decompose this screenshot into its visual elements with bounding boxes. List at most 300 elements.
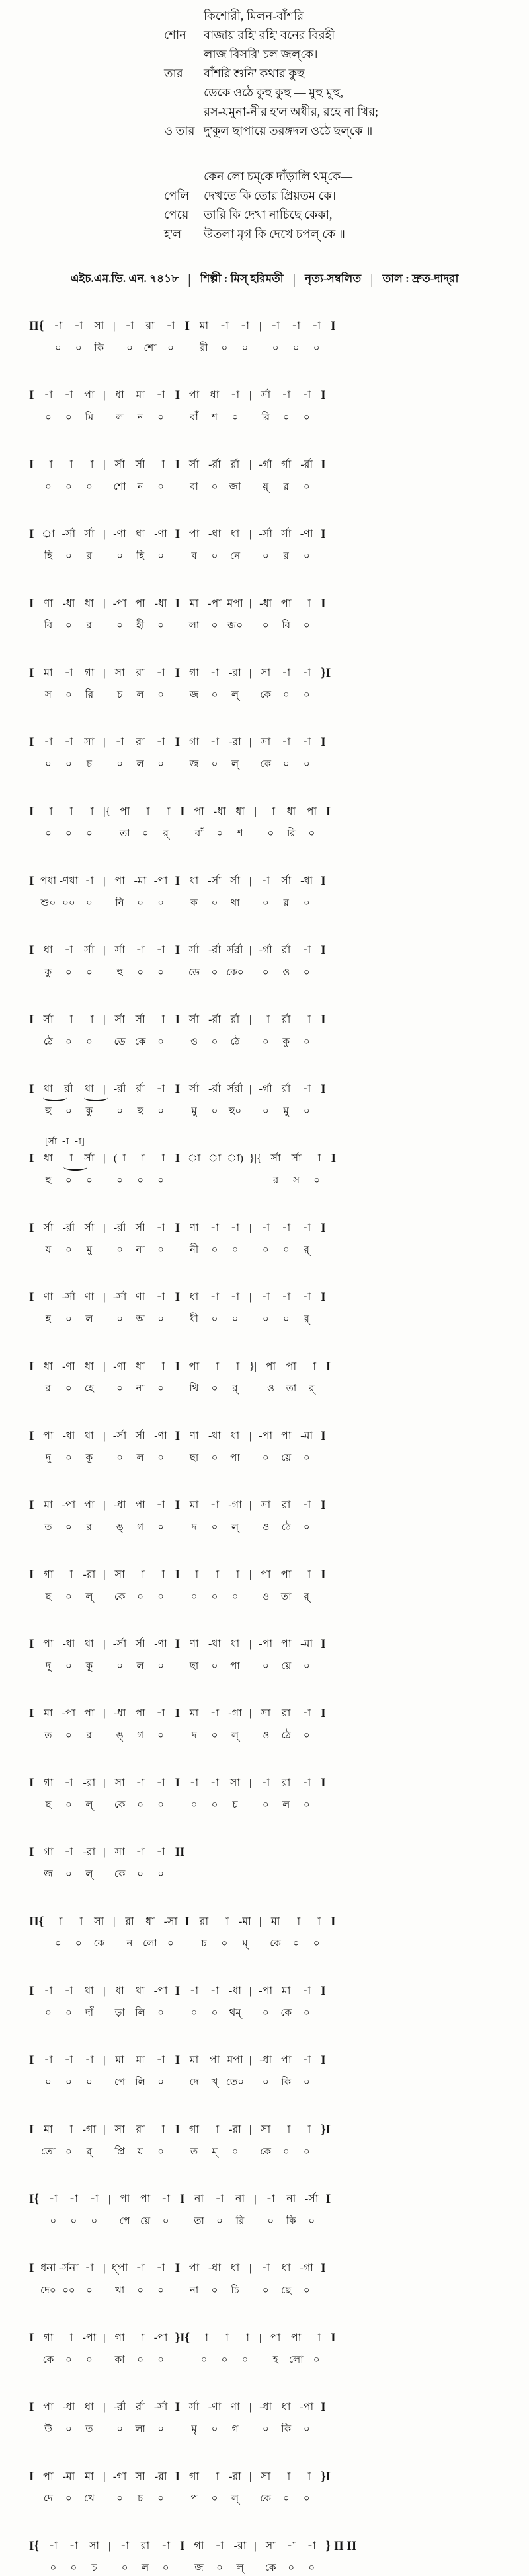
lyric-syllable: ০ bbox=[313, 1938, 320, 1949]
notation-line bbox=[25, 1360, 529, 1397]
note-syllable: ধা bbox=[44, 1361, 53, 1372]
beat bbox=[84, 2539, 104, 2574]
barline-open: I bbox=[29, 2470, 34, 2484]
beat bbox=[302, 2192, 322, 2227]
barline-open: I bbox=[29, 1360, 34, 1374]
note-syllable: -া bbox=[210, 1222, 220, 1233]
beat bbox=[38, 1360, 58, 1395]
lyric-syllable: ০ bbox=[65, 412, 72, 423]
lyric-syllable: য়্ bbox=[263, 482, 269, 492]
note-syllable: -গা bbox=[82, 2124, 97, 2135]
lyric-syllable: ০ bbox=[157, 1175, 164, 1186]
lyric-syllable: ০ bbox=[267, 2216, 274, 2226]
beat bbox=[79, 1360, 99, 1395]
beat bbox=[296, 2400, 317, 2435]
lyric-line-label: পেয়ে bbox=[164, 208, 189, 221]
notation-row bbox=[25, 666, 529, 701]
lyric-syllable: ০ bbox=[45, 412, 52, 423]
note-syllable: -া bbox=[312, 1916, 321, 1927]
notation-row bbox=[25, 1013, 529, 1048]
lyric-line bbox=[164, 7, 529, 26]
barline-close: }I bbox=[321, 2123, 331, 2137]
note-syllable: -া bbox=[85, 875, 94, 887]
note-syllable: রা bbox=[281, 1708, 291, 1719]
note-syllable: গা bbox=[188, 667, 200, 679]
note-syllable: -া bbox=[302, 2124, 311, 2135]
beat bbox=[130, 1360, 151, 1395]
beat bbox=[225, 1776, 245, 1811]
note-syllable: -ধা bbox=[213, 806, 226, 817]
note-syllable: -া bbox=[266, 2193, 275, 2205]
note-syllable: -া bbox=[210, 1708, 220, 1719]
beat bbox=[204, 2123, 225, 2158]
lyric-syllable: খে bbox=[83, 2493, 95, 2504]
lyric-syllable: বাঁ bbox=[190, 412, 198, 423]
note-syllable: পা bbox=[280, 1569, 292, 1580]
record-info-part: শিল্পী : মিস্ হরিমতী bbox=[200, 272, 284, 285]
lyric-syllable: ০ bbox=[65, 828, 72, 839]
beat bbox=[151, 458, 171, 493]
beat bbox=[151, 735, 171, 770]
beat bbox=[58, 2470, 79, 2505]
barline: I bbox=[175, 943, 181, 957]
lyric-syllable: ০ bbox=[70, 2563, 77, 2573]
barline-close: I bbox=[331, 2331, 336, 2345]
barline: | bbox=[103, 2332, 106, 2343]
lyric-syllable: লি bbox=[135, 2008, 145, 2018]
lyric-syllable: তা bbox=[119, 828, 130, 839]
note-syllable: পা bbox=[43, 1430, 54, 1442]
note-syllable: মা bbox=[189, 1708, 199, 1719]
beat bbox=[151, 666, 171, 701]
beat bbox=[225, 1013, 245, 1048]
beat bbox=[184, 2400, 204, 2435]
barline: | bbox=[103, 390, 106, 401]
lyric-syllable: ল bbox=[116, 412, 124, 423]
barline-open: I bbox=[29, 1984, 34, 1998]
note-syllable: রা bbox=[281, 1777, 291, 1788]
barline: | bbox=[103, 1847, 106, 1858]
beat bbox=[79, 1429, 99, 1464]
lyric-syllable: ০ bbox=[262, 2008, 269, 2018]
barline: | bbox=[249, 2402, 252, 2413]
lyric-syllable: ০ bbox=[137, 1592, 143, 1602]
note-syllable: রা bbox=[136, 667, 145, 679]
beat bbox=[58, 388, 79, 423]
note-syllable: -া bbox=[282, 2124, 291, 2135]
beat bbox=[79, 2470, 99, 2505]
barline-open: I bbox=[29, 1429, 34, 1443]
lyric-syllable: ০ bbox=[231, 412, 239, 423]
lyric-syllable: ০ bbox=[211, 1245, 218, 1255]
barline: | bbox=[103, 1708, 106, 1719]
beat bbox=[225, 1637, 245, 1672]
lyric-syllable: প bbox=[190, 2493, 198, 2504]
notation-row bbox=[25, 1498, 529, 1533]
beat bbox=[110, 2123, 130, 2158]
barline-open: I bbox=[29, 1637, 34, 1651]
lyric-syllable: কা bbox=[114, 2355, 125, 2365]
barline: | bbox=[249, 667, 252, 679]
lyric-syllable: দ bbox=[191, 1730, 197, 1741]
lyric-syllable: ০ bbox=[65, 1661, 72, 1672]
barline-close: I bbox=[321, 1568, 326, 1582]
note-syllable: -া bbox=[261, 1014, 270, 1025]
note-syllable: -া bbox=[240, 320, 249, 332]
beat bbox=[79, 2053, 99, 2088]
note-syllable: -া bbox=[302, 2471, 311, 2482]
lyric-syllable: মু bbox=[191, 1106, 197, 1117]
lyric-syllable: ০ bbox=[45, 2008, 52, 2018]
note-syllable: গা bbox=[188, 2471, 200, 2482]
note-syllable: -া bbox=[136, 1569, 145, 1580]
lyric-syllable: কি bbox=[286, 2216, 296, 2226]
note-syllable: র্সা bbox=[188, 2402, 200, 2413]
beat bbox=[286, 2331, 306, 2366]
note-syllable: -া bbox=[156, 1222, 165, 1233]
lyric-syllable: র্ bbox=[232, 1383, 238, 1394]
beat bbox=[210, 2192, 230, 2227]
notation-line bbox=[25, 1845, 529, 1882]
lyric-syllable: ০ bbox=[50, 2563, 57, 2573]
beat bbox=[58, 458, 79, 493]
lyric-syllable: ০ bbox=[211, 898, 218, 908]
note-syllable: -া bbox=[210, 2124, 220, 2135]
note-syllable: -া bbox=[156, 459, 165, 470]
lyric-syllable: ০ bbox=[157, 759, 164, 770]
lyric-syllable: না bbox=[136, 1383, 145, 1394]
note-syllable: র্সা bbox=[43, 1222, 54, 1233]
note-syllable: -া bbox=[302, 1708, 311, 1719]
beat bbox=[79, 1845, 99, 1880]
beat bbox=[286, 1915, 306, 1950]
beat bbox=[68, 319, 89, 354]
lyric-syllable: শো bbox=[113, 482, 126, 492]
lyric-syllable: লো bbox=[143, 1938, 157, 1949]
note-syllable: -ধা bbox=[229, 1985, 241, 1997]
note-syllable: ণা bbox=[43, 1292, 54, 1303]
notation-line bbox=[25, 2539, 529, 2576]
barline: | bbox=[249, 1638, 252, 1650]
barline-open: I bbox=[29, 1152, 34, 1165]
barline: I bbox=[175, 1290, 181, 1304]
note-syllable: -র্রা bbox=[208, 1084, 221, 1095]
barline-close: I bbox=[321, 388, 326, 402]
notation-line bbox=[25, 2192, 529, 2229]
note-syllable: সা bbox=[114, 1847, 125, 1858]
barline: | bbox=[113, 320, 116, 332]
notation-row bbox=[25, 1152, 529, 1187]
barline: I bbox=[175, 1082, 181, 1096]
note-syllable: -া bbox=[64, 945, 73, 956]
lyric-syllable: ত bbox=[44, 1730, 52, 1741]
notation-line bbox=[25, 2262, 529, 2299]
barline-open: I{ bbox=[29, 2192, 39, 2206]
lyric-syllable: তা bbox=[194, 2216, 204, 2226]
beat bbox=[255, 2262, 276, 2297]
barline-open: I bbox=[29, 1221, 34, 1235]
lyric-syllable: ব bbox=[191, 551, 197, 562]
note-syllable: -রা bbox=[83, 1777, 96, 1788]
lyric-syllable: ও bbox=[262, 1522, 270, 1533]
note-syllable: র্রা bbox=[281, 945, 291, 956]
barline: | bbox=[249, 598, 252, 609]
lyric-syllable: ০ bbox=[65, 1730, 72, 1741]
lyric-syllable: ০ bbox=[308, 828, 315, 839]
lyric-syllable: ০ bbox=[303, 690, 310, 700]
notation-row bbox=[25, 458, 529, 493]
beat bbox=[110, 1221, 130, 1256]
lyric-syllable: দে০ bbox=[40, 2285, 56, 2296]
note-syllable: র্সা bbox=[135, 1222, 145, 1233]
beat bbox=[79, 943, 99, 978]
note-syllable: ধা bbox=[230, 529, 240, 540]
beat bbox=[204, 1290, 225, 1325]
beat bbox=[276, 2400, 296, 2435]
lyric-syllable: দাঁ bbox=[85, 2008, 94, 2018]
beat bbox=[225, 2053, 245, 2088]
beat bbox=[110, 1637, 130, 1672]
lyric-syllable: র্ bbox=[309, 1383, 315, 1394]
lyric-syllable: কে bbox=[134, 1037, 146, 1047]
note-syllable: -া bbox=[261, 875, 270, 887]
note-syllable: ধা bbox=[44, 1084, 53, 1095]
beat bbox=[58, 1707, 79, 1742]
note-syllable: মপা bbox=[227, 598, 243, 609]
beat bbox=[276, 458, 296, 493]
note-syllable: ধা bbox=[281, 2402, 291, 2413]
note-syllable: র্সা bbox=[135, 1430, 145, 1442]
barline-open: I bbox=[29, 1707, 34, 1720]
note-syllable: র্সা bbox=[281, 875, 292, 887]
beat bbox=[58, 1290, 79, 1325]
barline-close: I bbox=[321, 1221, 326, 1235]
beat bbox=[58, 943, 79, 978]
beat bbox=[110, 597, 130, 632]
lyric-syllable: য় bbox=[137, 2147, 143, 2157]
lyric-syllable: ০ bbox=[157, 690, 164, 700]
beat bbox=[265, 1915, 286, 1950]
lyric-syllable: ০ bbox=[216, 2563, 223, 2573]
lyric-syllable: ০ bbox=[65, 1522, 72, 1533]
note-syllable: -া bbox=[282, 1222, 291, 1233]
lyric-line-label bbox=[164, 83, 204, 102]
note-syllable: -া bbox=[64, 667, 73, 679]
note-syllable: -া bbox=[230, 1222, 240, 1233]
note-syllable: ধা bbox=[85, 1084, 94, 1095]
beat bbox=[38, 527, 58, 562]
notation-row bbox=[25, 1915, 529, 1950]
barline: I bbox=[175, 874, 181, 888]
note-syllable: -ণা bbox=[113, 529, 126, 540]
barline-open: I bbox=[29, 805, 34, 819]
barline: I bbox=[175, 388, 181, 402]
lyric-syllable: ছা bbox=[189, 1453, 199, 1463]
lyric-syllable: ০ bbox=[45, 759, 52, 770]
note-syllable: -র্রা bbox=[208, 1014, 221, 1025]
lyric-syllable: ০ bbox=[157, 1592, 164, 1602]
notation-line bbox=[25, 2470, 529, 2507]
lyric-syllable: ০ bbox=[303, 898, 310, 908]
note-syllable: -া bbox=[161, 2193, 171, 2205]
note-syllable: -া bbox=[48, 2540, 58, 2552]
note-syllable: -পা bbox=[61, 1708, 76, 1719]
notation-row bbox=[25, 319, 529, 354]
lyric-syllable: ০ bbox=[65, 2355, 72, 2365]
note-syllable: -া bbox=[282, 2471, 291, 2482]
beat bbox=[184, 597, 204, 632]
note-syllable: -া bbox=[44, 459, 53, 470]
beat bbox=[48, 319, 68, 354]
barline-open: I bbox=[29, 527, 34, 541]
beat bbox=[276, 1498, 296, 1533]
note-syllable: -া bbox=[156, 2263, 165, 2274]
note-syllable: -া bbox=[302, 1292, 311, 1303]
note-syllable: ধা bbox=[44, 1153, 53, 1164]
beat bbox=[114, 2192, 135, 2227]
beat bbox=[151, 874, 171, 909]
note-syllable: ধা bbox=[230, 2263, 240, 2274]
lyric-syllable: ০ bbox=[91, 2216, 98, 2226]
beat bbox=[276, 1013, 296, 1048]
note-syllable: র্সা bbox=[135, 1638, 145, 1650]
beat bbox=[276, 2123, 296, 2158]
lyric-syllable: ০ bbox=[262, 1314, 269, 1325]
beat bbox=[230, 805, 251, 840]
beat bbox=[38, 805, 58, 840]
note-syllable: -া bbox=[156, 1361, 165, 1372]
note-syllable: র্সা bbox=[229, 875, 241, 887]
note-syllable: পা bbox=[43, 2471, 54, 2482]
note-syllable: -পা bbox=[82, 2332, 97, 2343]
lyric-syllable: রি bbox=[261, 412, 270, 423]
note-syllable: পা bbox=[120, 806, 130, 817]
lyric-syllable: থম্ bbox=[229, 2008, 241, 2018]
lyric-syllable: পা bbox=[230, 1453, 240, 1463]
note-syllable: -া bbox=[156, 390, 165, 401]
lyric-line-label: ও তার bbox=[164, 124, 195, 137]
beat bbox=[110, 943, 130, 978]
beat bbox=[68, 1915, 89, 1950]
note-syllable: -ণা bbox=[154, 1638, 167, 1650]
lyric-syllable: বা bbox=[190, 482, 198, 492]
lyric-syllable: হু bbox=[45, 1175, 52, 1186]
beat bbox=[184, 388, 204, 423]
lyric-syllable: কি bbox=[94, 343, 104, 353]
note-syllable: -া bbox=[64, 1985, 73, 1997]
note-syllable: গা bbox=[114, 2332, 125, 2343]
note-syllable: ধা bbox=[210, 390, 220, 401]
beat bbox=[225, 2400, 245, 2435]
note-syllable: -া bbox=[156, 1847, 165, 1858]
lyric-syllable: ০ bbox=[303, 412, 310, 423]
lyric-syllable: ০ bbox=[303, 1730, 310, 1741]
lyric-syllable: ০ bbox=[231, 1314, 239, 1325]
note-syllable: র্সা bbox=[281, 529, 292, 540]
lyric-syllable: থা bbox=[230, 898, 240, 908]
lyric-syllable: কে bbox=[114, 1800, 126, 1810]
barline: | bbox=[249, 1708, 252, 1719]
note-syllable: -ধা bbox=[259, 598, 272, 609]
barline: I bbox=[184, 319, 190, 333]
barline: | bbox=[249, 875, 252, 887]
note-syllable: পা bbox=[280, 598, 292, 609]
beat bbox=[110, 1013, 130, 1048]
note-syllable: ধা bbox=[281, 2263, 291, 2274]
note-syllable: -া bbox=[312, 2332, 321, 2343]
notation-row bbox=[25, 1290, 529, 1325]
beat bbox=[276, 1290, 296, 1325]
notation-line bbox=[25, 1221, 529, 1258]
barline-open: I bbox=[29, 735, 34, 749]
beat bbox=[110, 2470, 130, 2505]
note-syllable: -া bbox=[210, 1361, 220, 1372]
lyric-syllable: ০ bbox=[116, 759, 123, 770]
beat bbox=[204, 2262, 225, 2297]
note-syllable: পা bbox=[194, 806, 204, 817]
beat bbox=[130, 1845, 151, 1880]
beat bbox=[296, 597, 317, 632]
lyric-syllable: ০ bbox=[313, 1175, 320, 1186]
note-syllable: -র্রা bbox=[113, 1222, 126, 1233]
beat bbox=[184, 874, 204, 909]
lyric-syllable: লা bbox=[188, 620, 200, 631]
lyric-syllable: ০০ bbox=[62, 2285, 75, 2296]
lyric-syllable: রি bbox=[235, 2216, 245, 2226]
note-syllable: ণা bbox=[43, 598, 54, 609]
lyric-syllable: ০ bbox=[157, 1453, 164, 1463]
lyric-syllable: ০০ bbox=[62, 898, 75, 908]
note-syllable: -া bbox=[189, 1777, 199, 1788]
lyric-syllable: অ bbox=[136, 1314, 145, 1325]
notation-line bbox=[25, 1498, 529, 1535]
note-syllable: -া bbox=[210, 1500, 220, 1511]
beat bbox=[235, 319, 255, 354]
beat bbox=[58, 735, 79, 770]
note-syllable: পা bbox=[135, 598, 145, 609]
note-syllable: -ধা bbox=[259, 2055, 272, 2066]
lyric-syllable: ০ bbox=[65, 759, 72, 770]
lyric-syllable: ০ bbox=[262, 967, 269, 978]
note-syllable: ধা bbox=[230, 1638, 240, 1650]
beat bbox=[261, 2192, 281, 2227]
note-syllable: পা bbox=[43, 2402, 54, 2413]
note-syllable: র্সা bbox=[188, 945, 200, 956]
beat bbox=[79, 1290, 99, 1325]
beat bbox=[225, 527, 245, 562]
beat bbox=[184, 1013, 204, 1048]
lyric-syllable: ০ bbox=[75, 343, 82, 353]
lyric-syllable: ০ bbox=[54, 1938, 61, 1949]
lyric-syllable: ০ bbox=[116, 551, 123, 562]
beat bbox=[194, 319, 214, 354]
beat bbox=[130, 388, 151, 423]
lyric-syllable: ০ bbox=[157, 898, 164, 908]
note-syllable: -া bbox=[307, 2540, 316, 2552]
barline: | bbox=[254, 806, 257, 817]
lyric-syllable: ০ bbox=[157, 1037, 164, 1047]
barline-open: I bbox=[29, 2400, 34, 2414]
beat bbox=[296, 666, 317, 701]
barline: | bbox=[103, 1222, 106, 1233]
lyric-syllable: ০ bbox=[241, 2355, 249, 2365]
note-syllable: -ধা bbox=[259, 2402, 272, 2413]
beat bbox=[38, 1707, 58, 1742]
beat bbox=[79, 1568, 99, 1603]
beat bbox=[58, 1082, 79, 1117]
beat bbox=[306, 2331, 327, 2366]
note-syllable: পা bbox=[84, 1500, 95, 1511]
